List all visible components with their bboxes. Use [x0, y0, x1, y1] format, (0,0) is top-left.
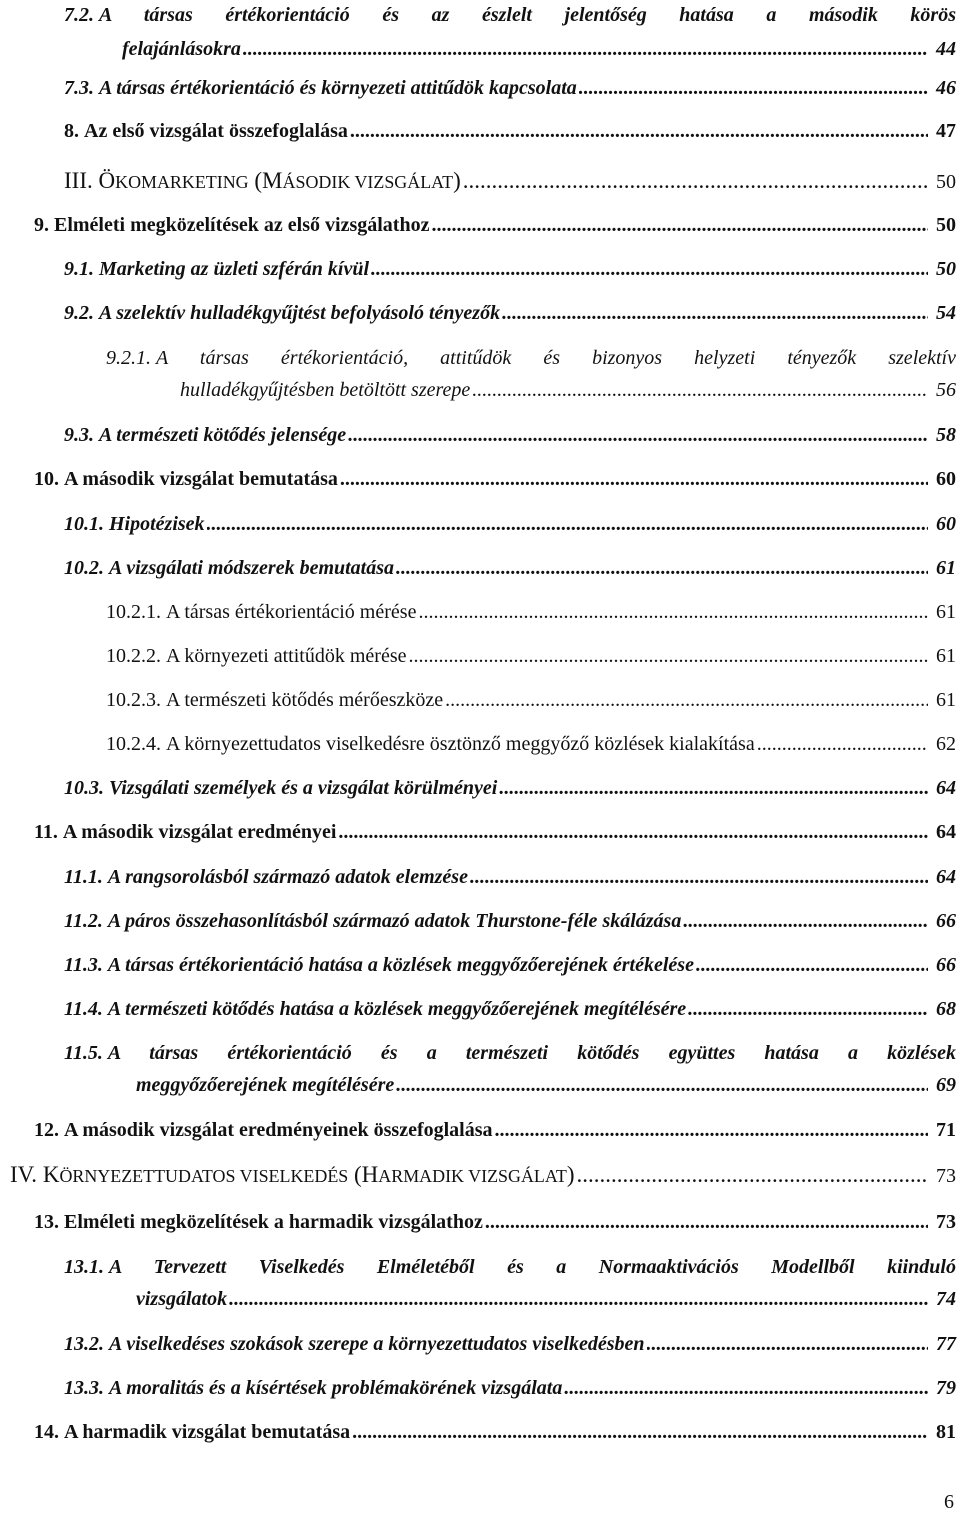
- toc-number: 10.1.: [64, 513, 104, 535]
- toc-entry[interactable]: [64, 1256, 956, 1310]
- toc-page-number: 50: [936, 258, 956, 280]
- toc-entry[interactable]: [64, 1333, 956, 1355]
- toc-title: A társas értékorientáció mérése: [166, 601, 417, 623]
- toc-number: III.: [64, 168, 93, 193]
- toc-number: 11.1.: [64, 866, 103, 888]
- toc-number: 10.2.3.: [106, 689, 161, 711]
- toc-page-number: 64: [936, 866, 956, 888]
- toc-number: 7.2.: [64, 4, 94, 26]
- toc-title: A szelektív hulladékgyűjtést befolyásoló tényezők: [99, 302, 501, 324]
- toc-page-number: 73: [936, 1165, 956, 1187]
- toc-number: 9.3.: [64, 424, 94, 446]
- toc-title: A rangsorolásból származó adatok elemzése: [107, 866, 468, 888]
- toc-page-number: 66: [936, 954, 956, 976]
- toc-entry[interactable]: [64, 954, 956, 976]
- toc-page-number: 50: [936, 171, 956, 193]
- toc-entry[interactable]: [106, 347, 956, 401]
- toc-title: Marketing az üzleti szférán kívül: [99, 258, 370, 280]
- toc-title: Vizsgálati személyek és a vizsgálat körülményei: [109, 777, 498, 799]
- toc-page-number: 69: [936, 1074, 956, 1096]
- toc-part-entry[interactable]: [10, 1164, 956, 1187]
- toc-number: 12.: [34, 1119, 59, 1141]
- toc-page-number: 60: [936, 468, 956, 490]
- toc-page-number: 74: [936, 1288, 956, 1310]
- toc-entry[interactable]: [64, 866, 956, 888]
- toc-part-entry[interactable]: [64, 170, 956, 193]
- toc-title: Hipotézisek: [109, 513, 205, 535]
- toc-title-first-line: A Tervezett Viselkedés Elméletéből és a Normaaktivációs Modellből kiinduló: [109, 1256, 956, 1278]
- toc-title: A moralitás és a kísértések problémakörének vizsgálata: [109, 1377, 563, 1399]
- toc-page-number: 64: [936, 777, 956, 799]
- toc-entry[interactable]: [64, 4, 956, 60]
- toc-title: Elméleti megközelítések a harmadik vizsgálathoz: [64, 1211, 483, 1233]
- toc-page-number: 50: [936, 214, 956, 236]
- toc-number: 10.2.4.: [106, 733, 161, 755]
- toc-title: hulladékgyűjtésben betöltött szerepe: [180, 379, 471, 401]
- toc-number: 13.3.: [64, 1377, 104, 1399]
- toc-number: 11.: [34, 821, 58, 843]
- toc-entry[interactable]: [64, 910, 956, 932]
- toc-page-number: 81: [936, 1421, 956, 1443]
- toc-number: 9.2.1.: [106, 347, 151, 369]
- toc-number: 8.: [64, 120, 79, 142]
- toc-title: A második vizsgálat eredményei: [62, 821, 337, 843]
- toc-number: 11.3.: [64, 954, 103, 976]
- toc-number: 13.2.: [64, 1333, 104, 1355]
- toc-number: 11.2.: [64, 910, 103, 932]
- toc-title: meggyőzőerejének megítélésére: [136, 1074, 395, 1096]
- toc-number: 9.1.: [64, 258, 94, 280]
- toc-number: 13.1.: [64, 1256, 104, 1278]
- toc-entry[interactable]: [34, 1119, 956, 1141]
- toc-title: felajánlásokra: [122, 38, 241, 60]
- toc-page-number: 62: [936, 733, 956, 755]
- toc-title: A természeti kötődés jelensége: [99, 424, 347, 446]
- toc-page-number: 46: [936, 77, 956, 99]
- toc-page-number: 73: [936, 1211, 956, 1233]
- toc-title: KÖRNYEZETTUDATOS VISELKEDÉS (HARMADIK VIZSGÁLAT): [42, 1162, 575, 1187]
- toc-title: A természeti kötődés mérőeszköze: [166, 689, 444, 711]
- toc-page-number: 64: [936, 821, 956, 843]
- toc-page-number: 58: [936, 424, 956, 446]
- toc-page-number: 61: [936, 557, 956, 579]
- toc-title: A társas értékorientáció és környezeti attitűdök kapcsolata: [99, 77, 577, 99]
- toc-entry[interactable]: [64, 557, 956, 579]
- toc-number: 11.5.: [64, 1042, 103, 1064]
- toc-entry[interactable]: [64, 1377, 956, 1399]
- toc-number: 11.4.: [64, 998, 103, 1020]
- toc-page-number: 56: [936, 379, 956, 401]
- toc-page-number: 71: [936, 1119, 956, 1141]
- toc-title-first-line: A társas értékorientáció és a természeti kötődés együttes hatása a közlések: [107, 1042, 956, 1064]
- toc-title: A vizsgálati módszerek bemutatása: [109, 557, 395, 579]
- toc-number: 10.2.: [64, 557, 104, 579]
- toc-title: A környezeti attitűdök mérése: [166, 645, 407, 667]
- toc-title: A harmadik vizsgálat bemutatása: [64, 1421, 351, 1443]
- toc-entry[interactable]: [34, 214, 956, 236]
- toc-page-number: 66: [936, 910, 956, 932]
- toc-title: vizsgálatok: [136, 1288, 228, 1310]
- toc-number: 9.2.: [64, 302, 94, 324]
- toc-entry[interactable]: [34, 1211, 956, 1233]
- toc-entry[interactable]: [64, 424, 956, 446]
- toc-title: A környezettudatos viselkedésre ösztönző meggyőző közlések kialakítása: [166, 733, 755, 755]
- toc-number: 9.: [34, 214, 49, 236]
- toc-entry[interactable]: [106, 645, 956, 667]
- toc-page-number: 47: [936, 120, 956, 142]
- toc-page-number: 61: [936, 689, 956, 711]
- toc-page-number: 44: [936, 38, 956, 60]
- toc-entry[interactable]: [34, 468, 956, 490]
- toc-entry[interactable]: [64, 998, 956, 1020]
- toc-title: A viselkedéses szokások szerepe a környezettudatos viselkedésben: [109, 1333, 645, 1355]
- toc-title: A második vizsgálat bemutatása: [64, 468, 338, 490]
- toc-page-number: 61: [936, 601, 956, 623]
- toc-number: 7.3.: [64, 77, 94, 99]
- toc-entry[interactable]: [64, 513, 956, 535]
- toc-title: Az első vizsgálat összefoglalása: [84, 120, 348, 142]
- toc-title: A páros összehasonlításból származó adatok Thurstone-féle skálázása: [107, 910, 682, 932]
- toc-number: 10.2.1.: [106, 601, 161, 623]
- toc-entry[interactable]: [106, 601, 956, 623]
- toc-page-number: 54: [936, 302, 956, 324]
- toc-title: A második vizsgálat eredményeinek összefoglalása: [64, 1119, 493, 1141]
- toc-entry[interactable]: [64, 258, 956, 280]
- page-number: 6: [944, 1491, 954, 1513]
- toc-number: 10.2.2.: [106, 645, 161, 667]
- toc-entry[interactable]: [34, 821, 956, 843]
- toc-title-first-line: A társas értékorientáció, attitűdök és bizonyos helyzeti tényezők szelektív: [156, 347, 956, 369]
- toc-page-number: 60: [936, 513, 956, 535]
- toc-number: 13.: [34, 1211, 59, 1233]
- toc-entry[interactable]: [106, 733, 956, 755]
- toc-title: ÖKOMARKETING (MÁSODIK VIZSGÁLAT): [98, 168, 461, 193]
- toc-page-number: 68: [936, 998, 956, 1020]
- toc-title: Elméleti megközelítések az első vizsgálathoz: [54, 214, 430, 236]
- toc-title-first-line: A társas értékorientáció és az észlelt jelentőség hatása a második körös: [99, 4, 956, 26]
- toc-number: IV.: [10, 1162, 38, 1187]
- toc-entry[interactable]: [64, 120, 956, 142]
- toc-title: A társas értékorientáció hatása a közlések meggyőzőerejének értékelése: [107, 954, 694, 976]
- toc-entry[interactable]: [64, 1042, 956, 1096]
- toc-entry[interactable]: [106, 689, 956, 711]
- toc-entry[interactable]: [34, 1421, 956, 1443]
- toc-page-number: 77: [936, 1333, 956, 1355]
- toc-page-number: 79: [936, 1377, 956, 1399]
- toc-entry[interactable]: [64, 302, 956, 324]
- toc-number: 14.: [34, 1421, 59, 1443]
- toc-entry[interactable]: [64, 777, 956, 799]
- toc-entry[interactable]: [64, 77, 956, 99]
- toc-number: 10.3.: [64, 777, 104, 799]
- toc-title: A természeti kötődés hatása a közlések meggyőzőerejének megítélésére: [107, 998, 687, 1020]
- toc-page-number: 61: [936, 645, 956, 667]
- toc-number: 10.: [34, 468, 59, 490]
